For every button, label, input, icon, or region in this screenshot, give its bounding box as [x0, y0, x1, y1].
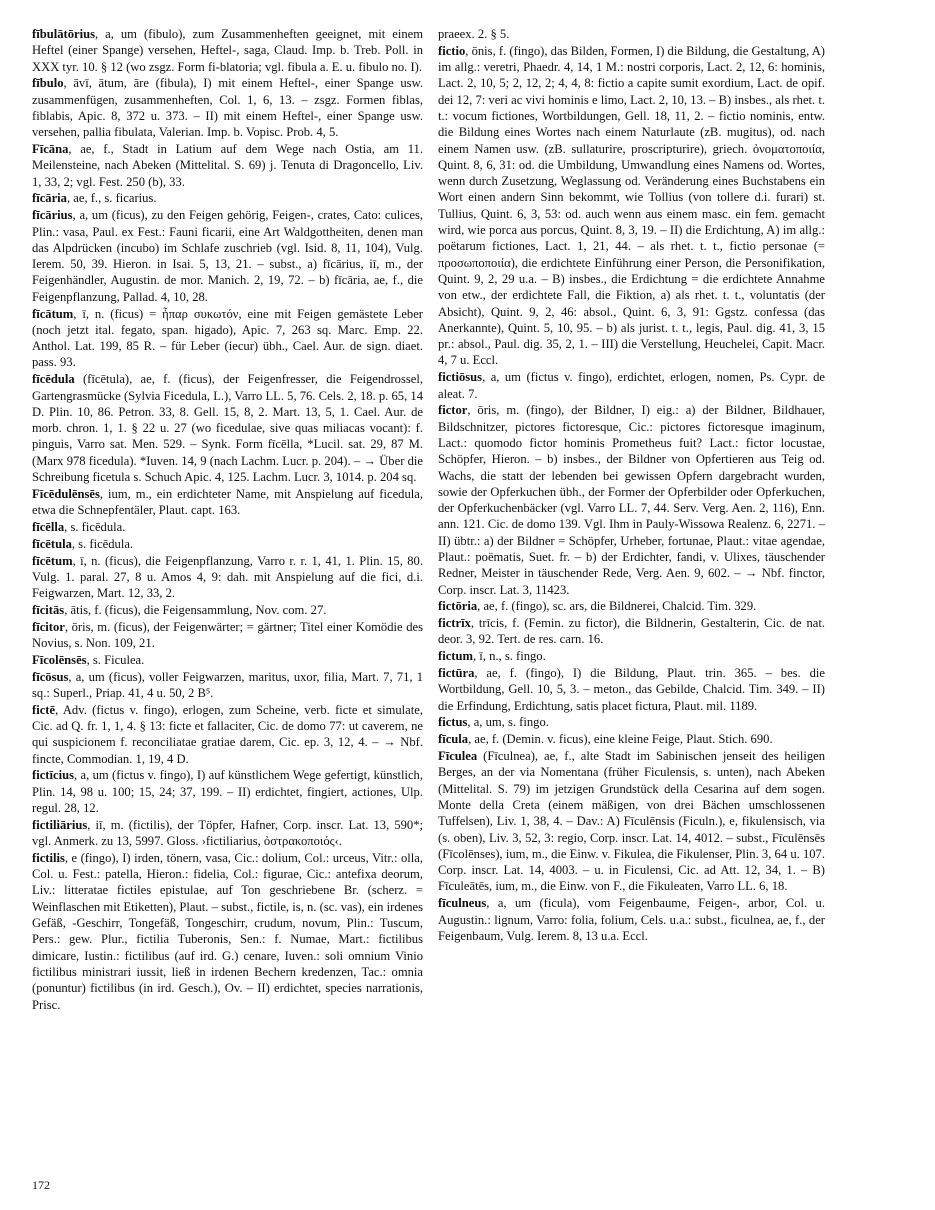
dictionary-entry [32, 817, 423, 850]
entry-text: , ōris, m. (ficus), der Feigenwärter; = gärtner; Titel einer Komödie des Novius, s. Non. 109, 21. [32, 619, 423, 650]
entry-headword: fībulātōrius [32, 27, 95, 41]
entry-text: , s. ficēdula. [64, 519, 126, 534]
entry-headword: Fīcāna [32, 142, 69, 157]
entry-headword: fictrīx [438, 616, 471, 631]
entry-headword: fībulo [32, 76, 64, 91]
dictionary-entry [32, 767, 423, 816]
entry-text: , ium, m., ein erdichteter Name, mit Anspielung auf ficedula, etwa die Schnepfentäler, Plaut. capt. 163. [32, 486, 423, 518]
entry-headword: fīcitās [32, 602, 65, 617]
entry-headword: fīcātum [32, 306, 74, 321]
entry-headword: fictiliārius [32, 817, 88, 832]
dictionary-entry [32, 602, 423, 618]
entry-headword: fīculneus [438, 896, 487, 911]
entry-headword: fictōria [438, 599, 478, 614]
dictionary-entry [438, 748, 825, 895]
dictionary-entry [438, 895, 825, 944]
left-column [32, 26, 423, 1013]
dictionary-entry [32, 619, 423, 652]
entry-text: , ae, f. (fingo), I) die Bildung, Plaut. trin. 365. – bes. die Wortbildung, Gell. 10, 5, 3. – meton., das Gebilde, Chalcid. Tim. 349. – II) die Erfindung, Erdichtung, satis placet fictura, Plaut. mil. 1189. [438, 666, 825, 713]
dictionary-entry [32, 536, 423, 552]
entry-headword: Fīculea [438, 749, 478, 764]
entry-headword: fictus [438, 715, 468, 730]
entry-headword: fictīcius [32, 768, 74, 783]
dictionary-entry [32, 207, 423, 305]
dictionary-entry [32, 702, 423, 767]
dictionary-entry [438, 43, 825, 369]
entry-text: , ae, f. (Demin. v. ficus), eine kleine Feige, Plaut. Stich. 690. [468, 732, 773, 747]
entry-text: praeex. 2. § 5. [438, 27, 510, 41]
dictionary-entry [32, 850, 423, 1013]
entry-headword: fictio [438, 43, 466, 58]
entry-headword: fīcētum [32, 553, 73, 568]
dictionary-entry [32, 553, 423, 602]
entry-text: , ae, f., s. ficarius. [66, 191, 157, 206]
entry-headword: Fīcolēnsēs [32, 652, 87, 667]
entry-headword: fictor [438, 403, 468, 418]
dictionary-entry [438, 598, 825, 614]
entry-text: , Adv. (fictus v. fingo), erlogen, zum Scheine, verb. ficte et simulate, Cic. ad Q. fr. 1, 1, 4. § 13: ficte et fallaciter, Cic. de domo 77: ut caverem, ne qui suspicionem f. reconciliatae gratiae darem, Cic. ep. 3, 12, 4. – → Nbf. fincte, Commodian. 1, 19, 4 D. [32, 702, 423, 766]
entry-headword: fictūra [438, 666, 475, 681]
dictionary-entry [32, 669, 423, 702]
entry-text: , ī, n., s. fingo. [472, 649, 546, 664]
entry-text: , āvī, ātum, āre (fibula), I) mit einem Heftel-, einer Spange usw. zusammenfügen, zusammenheften, Col. 1, 6, 13. – zsgz. Formen fiblas, fiblabis, Apic. 8, 372 u. 373. – II) mit einem Heftel-, einer Spange usw. versehen, pallia fibulata, Valerian. Imp. b. Vopisc. Prob. 4, 5. [32, 76, 423, 140]
dictionary-entry [32, 486, 423, 519]
dictionary-entry [32, 26, 423, 75]
dictionary-entry [32, 141, 423, 190]
entry-text: , a, um (fictus v. fingo), erdichtet, erlogen, nomen, Ps. Cypr. de aleat. 7. [438, 370, 825, 401]
dictionary-entry [438, 648, 825, 664]
entry-headword: fīcēdula [32, 372, 75, 387]
entry-headword: fīcula [438, 732, 469, 747]
entry-headword: fictum [438, 649, 473, 664]
entry-text: , iī, m. (fictilis), der Töpfer, Hafner, Corp. inscr. Lat. 13, 590*; vgl. Anmerk. zu 13, 5997. Gloss. ›fictiliarius, ὀστρακοποιός‹. [32, 817, 423, 849]
entry-headword: fictiōsus [438, 370, 483, 385]
entry-text: , ae, f. (fingo), sc. ars, die Bildnerei, Chalcid. Tim. 329. [477, 599, 757, 614]
entry-text: , a, um, s. fingo. [467, 715, 549, 730]
dictionary-entry [438, 714, 825, 730]
entry-headword: fīcōsus [32, 669, 69, 684]
dictionary-entry [32, 75, 423, 140]
entry-text: (fīcētula), ae, f. (ficus), der Feigenfresser, die Feigendrossel, Gartengrasmücke (Sylvia Ficedula, L.), Varro LL. 5, 76. Cels. 2, 18. p. 65, 14 D. Plin. 10, 86. Petron. 33, 8. Gell. 15, 8, 2. Mart. 13, 5, 1. Cael. Aur. de morb. chron. 1, 1. § 22 u. 27 (wo ficedulae, sive quas miliacas vocant): f. pinguis, Varro sat. Men. 529. – Synk. Form fīcēlla, *Lucil. sat. 29, 87 M. (Marx 978 ficedula). *Iuven. 14, 9 (nach Lachm. Lucr. p. 204). – → Über die Schreibung ficetula s. Schuch Apic. 4, 125. Lachm. Lucr. 3, 1014. p. 204 sq. [32, 372, 423, 485]
dictionary-entry [32, 306, 423, 371]
dictionary-entry [438, 665, 825, 714]
page-number: 172 [32, 1178, 50, 1192]
entry-headword: fictē [32, 702, 56, 717]
entry-text: , s. Ficulea. [86, 652, 145, 667]
dictionary-entry [32, 371, 423, 485]
entry-text: (Fīculnea), ae, f., alte Stadt im Sabinischen jenseit des heiligen Berges, an der via Nomentana (früher Ficulensis, s. unten), nach Abeken (Mittelital. S. 79) im jetzigen Grundstück della Cesarina auf dem sogen. Monte della Creta (einem mäßigen, von drei Bächen umschlossenen Tuffelsen), Liv. 1, 38, 4. – Dav.: A) Fīculēnsis (Ficuln.), e, fikulensisch, via (s. oben), Liv. 3, 52, 3: regio, Corp. inscr. Lat. 14, 4012. – subst., Fīculēnsēs (Fīcolēnses), ium, m., die Einw. v. Fikulea, die Fikulenser, Plin. 3, 64 u. 107. Corp. inscr. Lat. 14, 4003. – u. in Ficulensi, Cic. ad Att. 12, 34, 1. – B) Fīculeātēs, ium, m., die Einw. von F., die Fikuleaten, Varro LL. 6, 18. [438, 749, 825, 894]
entry-text: , ae, f., Stadt in Latium auf dem Wege nach Ostia, am 11. Meilensteine, nach Abeken (Mittelital. S. 69) j. Tenuta di Dragoncello, Liv. 1, 33, 2; vgl. Fest. 250 (b), 33. [32, 142, 423, 189]
dictionary-entry [32, 519, 423, 535]
dictionary-entry [438, 26, 825, 42]
entry-text: , a, um (fibulo), zum Zusammenheften geeignet, mit einem Heftel (einer Spange) versehen, Heftel-, saga, Claud. Imp. b. Treb. Poll. in XXX tyr. 10. § 12 (wo zsgz. Form fi-blatoria; vgl. fibula a. E. u. fibulo no. I). [32, 27, 423, 74]
dictionary-entry [438, 731, 825, 747]
entry-text: , ōris, m. (fingo), der Bildner, I) eig.: a) der Bildner, Bildhauer, Bildschnitzer, pictores fictoresque, Cic.: pictores fictoresque imaginum, Lact.: quomodo fictor hominis Prometheus fuit? Lact.: fictor locustae, Schöpfer, Hieron. – b) insbes., der Bildner von Opfertieren aus Teig od. Wachs, die statt der lebenden bei gewissen Opfern dargebracht wurden, sowie der Opferkuchen übh., der Former der Opferbilder oder Opferkuchen, der Opferkuchenbäcker (vgl. Varro LL. 7, 44. Serv. Verg. Aen. 2, 116), Enn. ann. 121. Cic. de domo 139. Vgl. Ihm in Pauly-Wissowa Realenz. 6, 2271. – II) übtr.: a) der Bildner = Schöpfer, Urheber, fortunae, Plaut.: vitae agendae, Plaut.: poëmatis, Suet. fr. – b) der Erdichter, fandi, v. Ulixes, täuschender Redner, Meister in täuschender Rede, Verg. Aen. 9, 602. – → Nbf. finctor, Corp. inscr. Lat. 3, 11423. [438, 403, 825, 597]
entry-text: , a, um (ficus), voller Feigwarzen, maritus, uxor, filia, Mart. 7, 71, 1 sq.: Superl., Priap. 41, 4 u. 50, 2 B⁵. [32, 669, 423, 700]
dictionary-entry [32, 190, 423, 206]
entry-headword: fīcārius [32, 208, 73, 223]
dictionary-entry [438, 402, 825, 598]
entry-text: , a, um (ficula), vom Feigenbaume, Feigen-, arbor, Col. u. Augustin.: lignum, Varro: folia, folium, Cels. u.a.: subst., ficulnea, ae, f., der Feigenbaum, Vulg. Ierem. 8, 13 u.a. Eccl. [438, 896, 825, 943]
right-column [438, 26, 825, 945]
entry-headword: fīcētula [32, 536, 72, 551]
entry-text: , a, um (ficus), zu den Feigen gehörig, Feigen-, crates, Cato: culices, Plin.: vasa, Paul. ex Fest.: Fauni ficarii, eine Art Waldgottheiten, denen man das Alpdrücken (incubo) im Schlafe zuschrieb (vgl. Isid. 8, 11, 104), Vulg. Ierem. 50, 39. Hieron. in Isai. 5, 13, 21. – subst., a) fīcārius, iī, m., der Feigenhändler, Augustin. de mor. Manich. 2, 19, 72. – b) fīcāria, ae, f., die Feigenpflanzung, Pallad. 4, 10, 28. [32, 208, 423, 304]
entry-headword: fictilis [32, 850, 65, 865]
dictionary-entry [32, 652, 423, 668]
dictionary-entry [438, 615, 825, 648]
dictionary-entry [438, 369, 825, 402]
entry-text: , trīcis, f. (Femin. zu fictor), die Bildnerin, Gestalterin, Cic. de nat. deor. 3, 92. Tert. de res. carn. 16. [438, 616, 825, 647]
entry-text: , ī, n. (ficus), die Feigenpflanzung, Varro r. r. 1, 41, 1. Plin. 15, 80. Vulg. 1. paral. 27, 8 u. Amos 4, 9: dah. mit Anspielung auf die fici, d.i. Feigwarzen, Mart. 12, 33, 2. [32, 553, 423, 601]
entry-headword: Fīcēdulēnsēs [32, 486, 100, 501]
entry-text: , a, um (fictus v. fingo), I) auf künstlichem Wege gefertigt, künstlich, Plin. 14, 98 u. 100; 15, 24; 37, 199. – II) erdichtet, fingiert, actiones, Ulp. regul. 28, 12. [32, 768, 423, 815]
entry-text: , e (fingo), I) irden, tönern, vasa, Cic.: dolium, Col.: urceus, Vitr.: olla, Col. u. Fest.: patella, Hieron.: fidelia, Col.: figurae, Cic.: antefixa deorum, Liv.: litteratae fictiles epistulae, auf Ton geschriebene Br. (scherz. = Weinflaschen mit Etiketten), Plaut. – subst., fictile, is, n. (sc. vas), ein irdenes Gefäß, -Geschirr, Tongefäß, Tongeschirr, crudum, novum, Plin.: Tuscum, Pers.: gew. Plur., fictilia Tuberonis, Sen.: f. Numae, Mart.: fictilibus dimicare, Iustin.: fictilibus (auf ird. G.) cenare, Iuven.: soli omnium Vinio fictilibus ministrari iussit, ließ in irdenen Bechern kredenzen, Tac.: omnia (ponuntur) fictilibus (in ird. Gesch.), Ov. – II) erdichtet, species narrationis, Prisc. [32, 850, 423, 1012]
entry-text: , ōnis, f. (fingo), das Bilden, Formen, I) die Bildung, die Gestaltung, A) im allg.: veretri, Phaedr. 4, 14, 1 M.: nostri corporis, Lact. 2, 12, 6: hominis, Lact. 2, 10, 5; 2, 12, 2; 4, 4, 8: fictio a capite sumit exordium, Lact. de opif. dei 12, 7: veri ac vivi hominis e limo, Lact. 2, 10, 13. – B) insbes., als rhet. t. t.: vocum fictiones, Wortbildungen, Gell. 18, 11, 2. – fictio nominis, entw. die Bildung eines Wortes nach einem Naturlaute (zB. mugitus), od. nach einem Namen usw. (zB. sullaturire, proscripturire), griech. ὀνοματοποιία, Quint. 8, 6, 31: od. die Umbildung, Umwandlung eines Namens od. Wortes, wenn durch Zusetzung, Weglassung od. Veränderung eines Buchstabens ein Wort einen andern Sinn bekommt, wie Tollius (von tollere d.i. furari) st. Tullius, Quint. 6, 3, 53: od. auch wenn aus einem masc. ein fem. gemacht wird, wie porca aus porcus, Quint. 8, 3, 19. – II) die Erdichtung, A) im allg.: poëtarum fictiones, Lact. 1, 21, 44. – als rhet. t. t., fictio personae (= προσωποποιία), die erdichtete Einführung einer Person, die Personifikation, Quint. 9, 2, 29 u.a. – B) insbes., die Erdichtung = die erdichtete Annahme von etw., der erdichtete Fall, die Fiktion, a) als rhet. t. t., voluntatis (der Absicht), Quint. 9, 2, 46: absol., Quint. 6, 3, 91: Ggstz. confessa (das Anerkannte), Quint. 5, 10, 95. – b) als jurist. t. t., legis, Paul. dig. 41, 3, 15 pr.: absol., Paul. dig. 35, 2, 1. – III) die Verstellung, Heuchelei, Capit. Macr. 4, 7 u. Eccl. [438, 43, 825, 368]
entry-headword: fīcēlla [32, 519, 65, 534]
entry-text: , s. ficēdula. [71, 536, 134, 551]
entry-text: , ī, n. (ficus) = ἧπαρ συκωτόν, eine mit Feigen gemästete Leber (noch jetzt ital. fegato, span. higado), Apic. 7, 263 sq. Marc. Emp. 22. Anthol. Lat. 199, 85 R. – für Leber (iecur) übh., Cael. Aur. de sign. diaet. pass. 93. [32, 306, 423, 370]
entry-headword: fīcitor [32, 619, 65, 634]
entry-text: , ātis, f. (ficus), die Feigensammlung, Nov. com. 27. [64, 602, 327, 617]
entry-headword: fīcāria [32, 191, 67, 206]
